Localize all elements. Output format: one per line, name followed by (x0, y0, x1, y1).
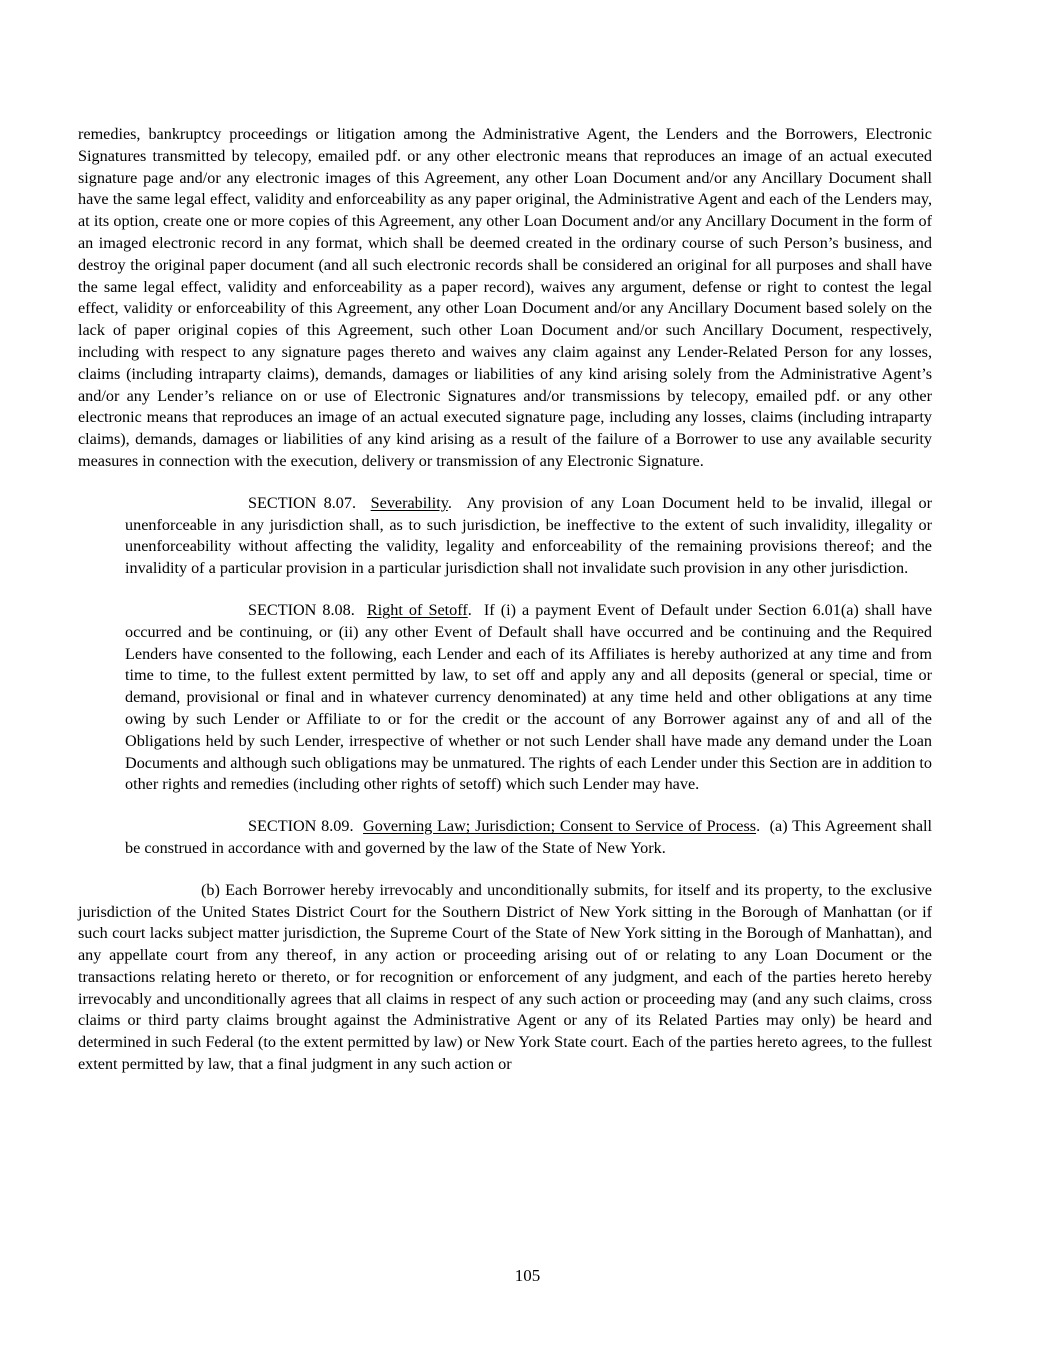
section-heading-governing-law: Governing Law; Jurisdiction; Consent to Service of Process (363, 817, 757, 836)
section-heading-punct: . (447, 493, 452, 512)
section-body: If (i) a payment Event of Default under Section 6.01(a) shall have occurred and be continuing, or (ii) any other Event of Default shall have occurred and be continuing and the Required Lenders have consented to the following, each Lender and each of its Affiliates is hereby authorized at any time and from time to time, to the fullest extent permitted by law, to set off and apply any and all deposits (general or special, time or demand, provisional or final and in whatever currency denominated) at any time held and other obligations at any time owing by such Lender or Affiliate to or for the credit or the account of any Borrower against any of and all of the Obligations held by such Lender, irrespective of whether or not such Lender shall have made any demand under the Loan Documents and although such obligations may be unmatured. The rights of each Lender under this Section are in addition to other rights and remedies (including other rights of setoff) which such Lender may have. (125, 600, 933, 794)
page-number: 105 (514, 1266, 541, 1285)
section-heading-right-of-setoff: Right of Setoff (366, 600, 468, 619)
section-number: SECTION 8.08. (248, 600, 355, 619)
section-body: (a) This Agreement shall be construed in accordance with and governed by the law of the State of New York. (125, 817, 933, 857)
section-8-07 (125, 493, 932, 580)
section-heading-punct: . (467, 600, 472, 619)
paragraph-gap (78, 473, 932, 493)
paragraph-gap (78, 796, 932, 816)
section-heading-punct: . (756, 817, 761, 836)
paragraph-gap (78, 860, 932, 880)
paragraph-gap (78, 580, 932, 600)
section-number: SECTION 8.07. (248, 493, 357, 512)
continuation-paragraph: remedies, bankruptcy proceedings or litigation among the Administrative Agent, the Lenders and the Borrowers, Electronic Signatures transmitted by telecopy, emailed pdf. or any other electronic means that reproduces an image of an actual executed signature page and/or any electronic images of this Agreement, any other Loan Document and/or any Ancillary Document shall have the same legal effect, validity and enforceability as any paper original, the Administrative Agent and each of the Lenders may, at its option, create one or more copies of this Agreement, any other Loan Document and/or any Ancillary Document in the form of an imaged electronic record in any format, which shall be deemed created in the ordinary course of such Person’s business, and destroy the original paper document (and all such electronic records shall be considered an original for all purposes and shall have the same legal effect, validity and enforceability as a paper record), waives any argument, defense or right to contest the legal effect, validity or enforceability of this Agreement, any other Loan Document and/or any Ancillary Document based solely on the lack of paper original copies of this Agreement, such other Loan Document and/or such Ancillary Document, respectively, including with respect to any signature pages thereto and waives any claim against any Lender-Related Person for any losses, claims (including intraparty claims), demands, damages or liabilities of any kind arising solely from the Administrative Agent’s and/or any Lender’s reliance on or use of Electronic Signatures and/or transmissions by telecopy, emailed pdf. or any other electronic means that reproduces an image of an actual executed signature page, including any losses, claims (including intraparty claims), demands, damages or liabilities of any kind arising as a result of the failure of a Borrower to use any available security measures in connection with the execution, delivery or transmission of any Electronic Signature. (78, 125, 932, 470)
section-body: Any provision of any Loan Document held to be invalid, illegal or unenforceable in any jurisdiction shall, as to such jurisdiction, be ineffective to the extent of such invalidity, illegality or unenforceability without affecting the validity, legality and enforceability of the remaining provisions thereof; and the invalidity of a particular provision in a particular jurisdiction shall not invalidate such provision in any other jurisdiction. (125, 493, 933, 578)
section-8-09 (125, 816, 932, 860)
document-page (78, 124, 932, 1076)
section-8-08 (125, 600, 932, 796)
subsection-b-text: (b) Each Borrower hereby irrevocably and unconditionally submits, for itself and its property, to the exclusive jurisdiction of the United States District Court for the Southern District of New York sitting in the Borough of Manhattan (or if such court lacks subject matter jurisdiction, the Supreme Court of the State of New York sitting in the Borough of Manhattan), and any appellate court from any thereof, in any action or proceeding arising out of or relating to any Loan Document or the transactions relating hereto or thereto, or for recognition or enforcement of any judgment, and each of the parties hereto hereby irrevocably and unconditionally agrees that all claims in respect of any such action or proceeding may (and any such claims, cross claims or third party claims brought against the Administrative Agent or any of its Related Parties may only) be heard and determined in such Federal (to the extent permitted by law) or New York State court. Each of the parties hereto agrees, to the fullest extent permitted by law, that a final judgment in any such action or (78, 880, 932, 1074)
section-number: SECTION 8.09. (248, 817, 354, 836)
section-heading-severability: Severability (370, 493, 448, 512)
subsection-b (78, 880, 932, 1076)
